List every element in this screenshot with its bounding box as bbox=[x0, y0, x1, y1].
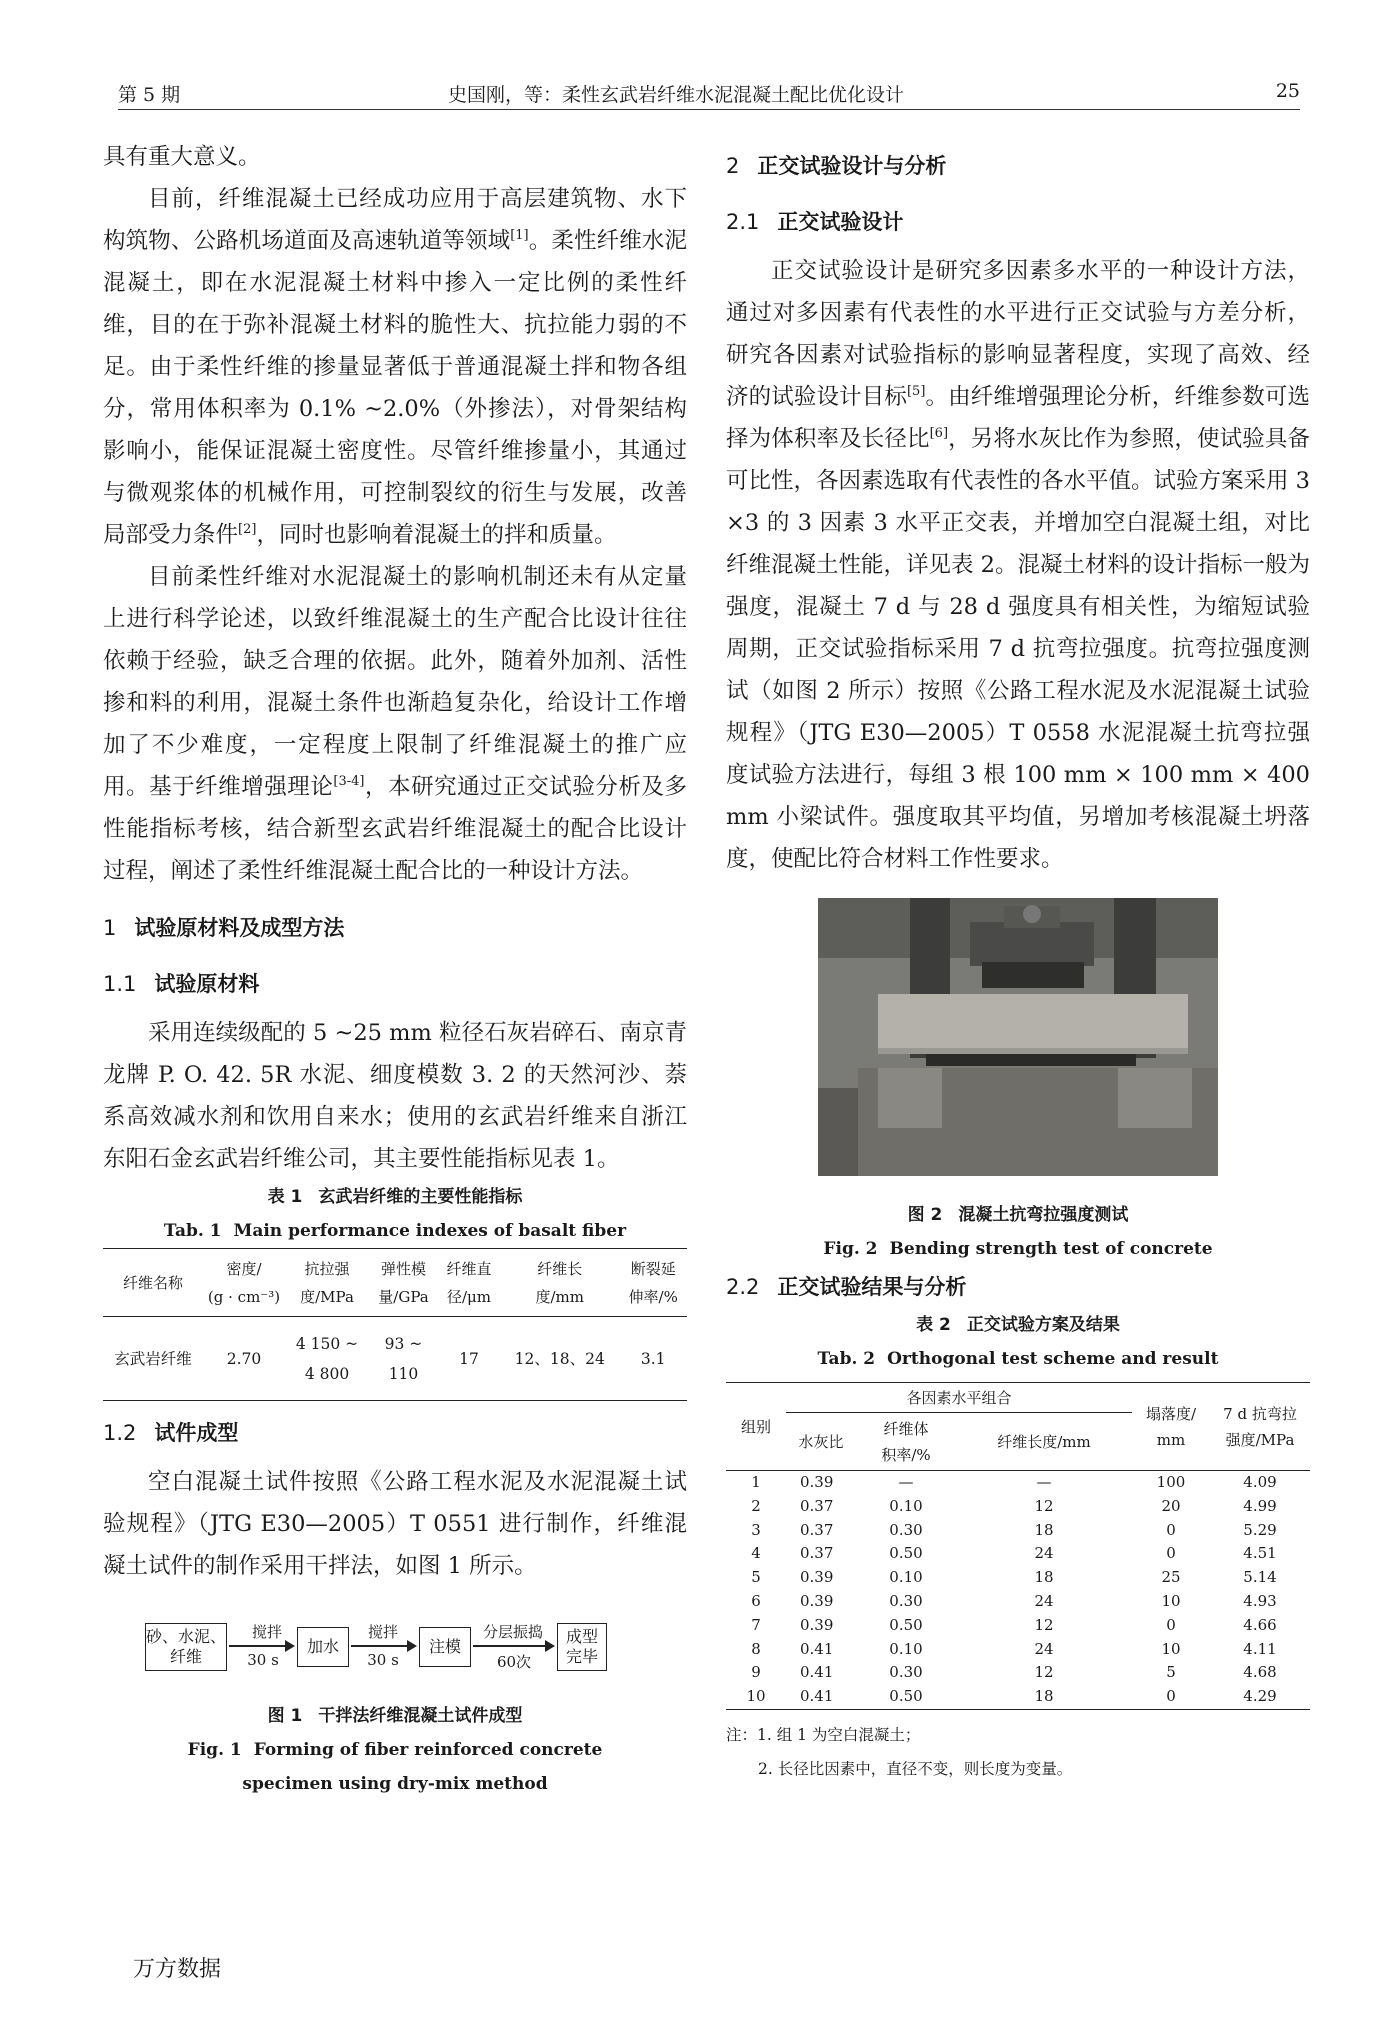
table-cell: 12 bbox=[1034, 1496, 1054, 1515]
column-group-header: 各因素水平组合 bbox=[786, 1383, 1132, 1413]
table-body bbox=[726, 1471, 1310, 1710]
column-header: 水灰比 bbox=[798, 1432, 844, 1451]
table-cell: 2.70 bbox=[226, 1349, 262, 1368]
column-header: 纤维体 积率/% bbox=[881, 1419, 931, 1464]
table-cell: 0.10 bbox=[889, 1496, 923, 1515]
table-cell: 93 ~ 110 bbox=[384, 1334, 423, 1383]
table-cell: 20 bbox=[1161, 1496, 1181, 1515]
citation: [5] bbox=[906, 384, 926, 399]
table-cell: 8 bbox=[751, 1639, 761, 1658]
bending-test-image bbox=[818, 898, 1218, 1176]
table-row bbox=[726, 1661, 1310, 1685]
table-cell: 2 bbox=[751, 1496, 761, 1515]
table-cell: 0.50 bbox=[889, 1544, 923, 1563]
column-header: 塌落度/ mm bbox=[1145, 1404, 1197, 1449]
table-cell: 24 bbox=[1034, 1544, 1054, 1563]
flow-label: 60次 bbox=[496, 1653, 532, 1671]
paragraph: 空白混凝土试件按照《公路工程水泥及水泥混凝土试验规程》（JTG E30—2005）T 0551 进行制作，纤维混凝土试件的制作采用干拌法，如图 1 所示。 bbox=[103, 1469, 687, 1579]
column-header: 纤维直 径/μm bbox=[446, 1259, 492, 1306]
flow-label: 分层振捣 bbox=[482, 1623, 543, 1641]
table-cell: 5.29 bbox=[1243, 1520, 1277, 1539]
table-cell: 12 bbox=[1034, 1615, 1054, 1634]
table-cell: 0.30 bbox=[889, 1591, 923, 1610]
issue-number: 第 5 期 bbox=[118, 84, 181, 106]
table-cell: 4.29 bbox=[1243, 1687, 1277, 1706]
subsection-heading: 1.2 试件成型 bbox=[103, 1421, 239, 1445]
flow-arrow bbox=[351, 1645, 415, 1647]
table-cell: 0 bbox=[1166, 1615, 1176, 1634]
table-cell: 0.37 bbox=[800, 1496, 834, 1515]
table-cell: 10 bbox=[746, 1687, 766, 1706]
table-row bbox=[726, 1566, 1310, 1590]
subsection-heading: 1.1 试验原材料 bbox=[103, 972, 260, 996]
figure-caption-cn: 图 1 干拌法纤维混凝土试件成型 bbox=[267, 1706, 523, 1726]
table-row bbox=[726, 1495, 1310, 1519]
table-cell: 0 bbox=[1166, 1544, 1176, 1563]
column-header: 7 d 抗弯拉 强度/MPa bbox=[1223, 1404, 1297, 1449]
table-cell: 0.10 bbox=[889, 1568, 923, 1587]
table-cell: 7 bbox=[751, 1615, 761, 1634]
citation: [3-4] bbox=[333, 774, 365, 789]
table-cell: 4.09 bbox=[1243, 1473, 1277, 1491]
table-cell: — bbox=[898, 1473, 914, 1491]
figure-caption-en: Fig. 2 Bending strength test of concrete bbox=[823, 1239, 1213, 1259]
table-cell: 5 bbox=[751, 1568, 761, 1587]
table-cell: 12、18、24 bbox=[514, 1349, 605, 1368]
table-cell: 10 bbox=[1161, 1591, 1181, 1610]
table-cell: 0.41 bbox=[800, 1639, 834, 1658]
table-caption-en: Tab. 2 Orthogonal test scheme and result bbox=[817, 1349, 1219, 1369]
table-cell: 6 bbox=[751, 1591, 761, 1610]
column-header: 纤维长 度/mm bbox=[535, 1259, 584, 1306]
table-cell: 0.37 bbox=[800, 1520, 834, 1539]
column-header: 断裂延 伸率/% bbox=[628, 1259, 678, 1306]
table-cell: 100 bbox=[1156, 1473, 1186, 1491]
flow-step-materials: 砂、水泥、 纤维 bbox=[145, 1623, 227, 1671]
table-cell: 10 bbox=[1161, 1639, 1181, 1658]
page-number: 25 bbox=[1275, 80, 1300, 102]
table-caption-en: Tab. 1 Main performance indexes of basalt fiber bbox=[163, 1221, 627, 1241]
table-cell: 9 bbox=[751, 1663, 761, 1682]
table-cell: 4 150 ~ 4 800 bbox=[295, 1334, 359, 1383]
figure-caption-en: Fig. 1 Forming of fiber reinforced concrete bbox=[187, 1740, 603, 1760]
paragraph: 正交试验设计是研究多因素多水平的一种设计方法，通过对多因素有代表性的水平进行正交试验与方差分析，研究各因素对试验指标的影响显著程度，实现了高效、经济的试验设计目标[5]。由纤维增强理论分析，纤维参数可选择为体积率及长径比[6]，另将水灰比作为参照，使试验具备可比性，各因素选取有代表性的各水平值。试验方案采用 3 ×3 的 3 因素 3 水平正交表，并增加空白混凝土组，对比纤维混凝土性能，详见表 2。混凝土材料的设计指标一般为强度，混凝土 7 d 与 28 d 强度具有相关性，为缩短试验周期，正交试验指标采用 7 d 抗弯拉强度。抗弯拉强度测试（如图 2 所示）按照《公路工程水泥及水泥混凝土试验规程》（JTG E30—2005）T 0558 水泥混凝土抗弯拉强度试验方法进行，每组 3 根 100 mm × 100 mm × 400 mm 小梁试件。强度取其平均值，另增加考核混凝土坍落度，使配比符合材料工作性要求。 bbox=[726, 258, 1310, 872]
table-row bbox=[726, 1590, 1310, 1614]
table-row bbox=[726, 1685, 1310, 1709]
citation: [2] bbox=[238, 522, 257, 537]
figure-1-flowchart bbox=[145, 1601, 645, 1689]
column-header: 组别 bbox=[740, 1417, 771, 1436]
column-header: 弹性模 量/GPa bbox=[378, 1259, 429, 1306]
table-cell: 24 bbox=[1034, 1639, 1054, 1658]
citation: [6] bbox=[929, 426, 949, 441]
flow-arrow bbox=[229, 1645, 293, 1647]
table-row bbox=[726, 1471, 1310, 1495]
table-cell: 0.50 bbox=[889, 1615, 923, 1634]
table-cell: 12 bbox=[1034, 1663, 1054, 1682]
figure-caption-en: specimen using dry-mix method bbox=[242, 1774, 548, 1794]
running-header bbox=[118, 80, 1300, 110]
table-header-row bbox=[103, 1249, 687, 1317]
flow-step-mould: 注模 bbox=[419, 1627, 471, 1667]
table-cell: 17 bbox=[459, 1349, 479, 1368]
table-cell: 0 bbox=[1166, 1520, 1176, 1539]
table-cell: 3 bbox=[751, 1520, 761, 1539]
table-cell: 18 bbox=[1034, 1520, 1054, 1539]
paragraph: 目前柔性纤维对水泥混凝土的影响机制还未有从定量上进行科学论述，以致纤维混凝土的生产配合比设计往往依赖于经验，缺乏合理的依据。此外，随着外加剂、活性掺和料的利用，混凝土条件也渐趋复杂化，给设计工作增加了不少难度，一定程度上限制了纤维混凝土的推广应用。基于纤维增强理论[3-4]，本研究通过正交试验分析及多性能指标考核，结合新型玄武岩纤维混凝土的配合比设计过程，阐述了柔性纤维混凝土配合比的一种设计方法。 bbox=[103, 564, 687, 884]
orthogonal-test-table bbox=[726, 1382, 1310, 1710]
table-row bbox=[726, 1638, 1310, 1662]
table-caption-cn: 表 1 玄武岩纤维的主要性能指标 bbox=[267, 1187, 523, 1207]
table-notes bbox=[726, 1718, 1310, 1786]
column-header: 纤维名称 bbox=[122, 1273, 183, 1292]
table-row bbox=[726, 1542, 1310, 1566]
flow-label: 搅拌 bbox=[367, 1623, 398, 1641]
subsection-heading: 2.1 正交试验设计 bbox=[726, 210, 904, 234]
right-column bbox=[726, 136, 1310, 1786]
table-cell: 0.39 bbox=[800, 1591, 834, 1610]
paragraph: 具有重大意义。 bbox=[103, 144, 261, 170]
table-cell: 0.50 bbox=[889, 1687, 923, 1706]
table-row bbox=[726, 1614, 1310, 1638]
table-cell: 0.10 bbox=[889, 1639, 923, 1658]
table-cell: 4.11 bbox=[1243, 1639, 1277, 1658]
table-cell: 18 bbox=[1034, 1687, 1054, 1706]
subsection-heading: 2.2 正交试验结果与分析 bbox=[726, 1275, 967, 1299]
paragraph: 采用连续级配的 5 ~25 mm 粒径石灰岩碎石、南京青龙牌 P. O. 42. 5R 水泥、细度模数 3. 2 的天然河沙、萘系高效减水剂和饮用自来水；使用的玄武岩纤维来自浙江东阳石金玄武岩纤维公司，其主要性能指标见表 1。 bbox=[103, 1020, 687, 1172]
table-cell: 0.39 bbox=[800, 1615, 834, 1634]
table-cell: 4.68 bbox=[1243, 1663, 1277, 1682]
table-cell: 玄武岩纤维 bbox=[114, 1349, 192, 1368]
table-cell: 4.66 bbox=[1243, 1615, 1277, 1634]
column-header: 纤维长度/mm bbox=[997, 1432, 1091, 1451]
section-heading: 2 正交试验设计与分析 bbox=[726, 154, 947, 178]
table-cell: 18 bbox=[1034, 1568, 1054, 1587]
table-cell: 4.93 bbox=[1243, 1591, 1277, 1610]
left-column bbox=[103, 136, 687, 1801]
section-heading: 1 试验原材料及成型方法 bbox=[103, 916, 345, 940]
figure-caption-cn: 图 2 混凝土抗弯拉强度测试 bbox=[907, 1205, 1129, 1225]
table-cell: 5.14 bbox=[1243, 1568, 1277, 1587]
table-cell: 0.39 bbox=[800, 1473, 834, 1491]
table-cell: 0.30 bbox=[889, 1520, 923, 1539]
table-cell: 24 bbox=[1034, 1591, 1054, 1610]
table-cell: 0.39 bbox=[800, 1568, 834, 1587]
table-cell: 0 bbox=[1166, 1687, 1176, 1706]
table-header-row bbox=[726, 1383, 1310, 1413]
citation: [1] bbox=[510, 228, 529, 243]
table-cell: 4.51 bbox=[1243, 1544, 1277, 1563]
table-caption-cn: 表 2 正交试验方案及结果 bbox=[916, 1315, 1120, 1335]
fiber-properties-table bbox=[103, 1248, 687, 1401]
table-cell: 0.30 bbox=[889, 1663, 923, 1682]
table-cell: 5 bbox=[1166, 1663, 1176, 1682]
figure-2-photo bbox=[818, 898, 1218, 1176]
flow-label: 搅拌 bbox=[251, 1623, 282, 1641]
table-1 bbox=[103, 1180, 687, 1401]
table-cell: 0.37 bbox=[800, 1544, 834, 1563]
table-cell: 1 bbox=[751, 1473, 761, 1491]
column-header: 密度/ (g · cm⁻³) bbox=[207, 1259, 281, 1306]
flow-step-finish: 成型 完毕 bbox=[557, 1623, 607, 1671]
column-header: 抗拉强 度/MPa bbox=[300, 1259, 354, 1306]
table-2 bbox=[726, 1308, 1310, 1786]
flow-label: 30 s bbox=[367, 1651, 399, 1669]
table-note: 2. 长径比因素中，直径不变，则长度为变量。 bbox=[758, 1759, 1073, 1778]
flow-label: 30 s bbox=[247, 1651, 279, 1669]
table-cell: — bbox=[1036, 1473, 1052, 1491]
table-cell: 0.41 bbox=[800, 1663, 834, 1682]
flow-arrow bbox=[473, 1645, 553, 1647]
table-row bbox=[726, 1519, 1310, 1543]
table-cell: 25 bbox=[1161, 1568, 1181, 1587]
watermark-logo: 万方数据 bbox=[133, 1957, 222, 1982]
table-cell: 3.1 bbox=[640, 1349, 666, 1368]
flow-step-add-water: 加水 bbox=[297, 1627, 349, 1667]
table-cell: 0.41 bbox=[800, 1687, 834, 1706]
table-note: 注：1. 组 1 为空白混凝土； bbox=[726, 1725, 921, 1744]
table-cell: 4.99 bbox=[1243, 1496, 1277, 1515]
running-title: 史国刚，等：柔性玄武岩纤维水泥混凝土配比优化设计 bbox=[448, 84, 905, 106]
table-cell: 4 bbox=[751, 1544, 761, 1563]
paragraph: 目前，纤维混凝土已经成功应用于高层建筑物、水下构筑物、公路机场道面及高速轨道等领域[1]。柔性纤维水泥混凝土，即在水泥混凝土材料中掺入一定比例的柔性纤维，目的在于弥补混凝土材料的脆性大、抗拉能力弱的不足。由于柔性纤维的掺量显著低于普通混凝土拌和物各组分，常用体积率为 0.1% ~2.0%（外掺法），对骨架结构影响小，能保证混凝土密度性。尽管纤维掺量小，其通过与微观浆体的机械作用，可控制裂纹的衍生与发展，改善局部受力条件[2]，同时也影响着混凝土的拌和质量。 bbox=[103, 186, 687, 548]
table-row bbox=[103, 1317, 687, 1401]
